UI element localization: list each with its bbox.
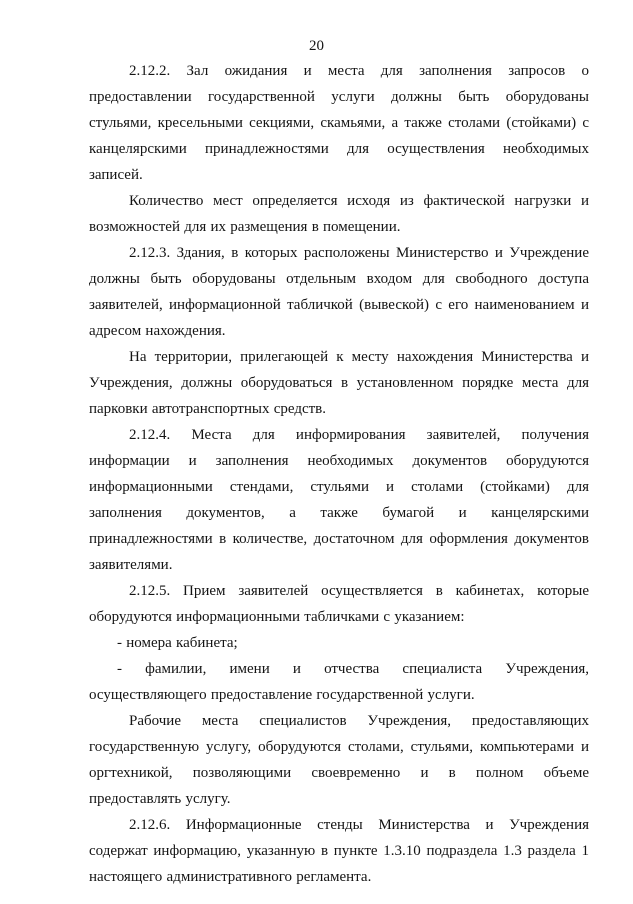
paragraph-parking: На территории, прилегающей к месту нахождения Министерства и Учреждения, должны оборудоваться в установленном порядке места для парковки автотранспортных средств. (89, 349, 589, 417)
paragraph-workplaces: Рабочие места специалистов Учреждения, предоставляющих государственную услугу, оборудуются столами, стульями, компьютерами и оргтехникой, позволяющими своевременно и в полном объеме предоставлять услугу. (89, 713, 589, 807)
paragraph-2-12-2: 2.12.2. Зал ожидания и места для заполнения запросов о предоставлении государственной услуги должны быть оборудованы стульями, кресельными секциями, скамьями, а также столами (стойками) с канцелярскими принадлежностями для осуществления необходимых записей. (89, 63, 589, 183)
list-item-cabinet-number: - номера кабинета; (117, 635, 238, 651)
paragraph-places-count: Количество мест определяется исходя из фактической нагрузки и возможностей для их размещения в помещении. (89, 193, 589, 235)
list-item-specialist-name: - фамилии, имени и отчества специалиста Учреждения, осуществляющего предоставление государственной услуги. (89, 661, 589, 703)
paragraph-2-12-5: 2.12.5. Прием заявителей осуществляется в кабинетах, которые оборудуются информационными табличками с указанием: (89, 583, 589, 625)
page-number: 20 (309, 38, 324, 54)
paragraph-2-12-6: 2.12.6. Информационные стенды Министерства и Учреждения содержат информацию, указанную в пункте 1.3.10 подраздела 1.3 раздела 1 настоящего административного регламента. (89, 817, 589, 885)
paragraph-2-12-3: 2.12.3. Здания, в которых расположены Министерство и Учреждение должны быть оборудованы отдельным входом для свободного доступа заявителей, информационной табличкой (вывеской) с его наименованием и адресом нахождения. (89, 245, 589, 339)
document-body (89, 58, 589, 890)
paragraph-2-12-4: 2.12.4. Места для информирования заявителей, получения информации и заполнения необходимых документов оборудуются информационными стендами, стульями и столами (стойками) для заполнения документов, а также бумагой и канцелярскими принадлежностями в количестве, достаточном для оформления документов заявителями. (89, 427, 589, 573)
